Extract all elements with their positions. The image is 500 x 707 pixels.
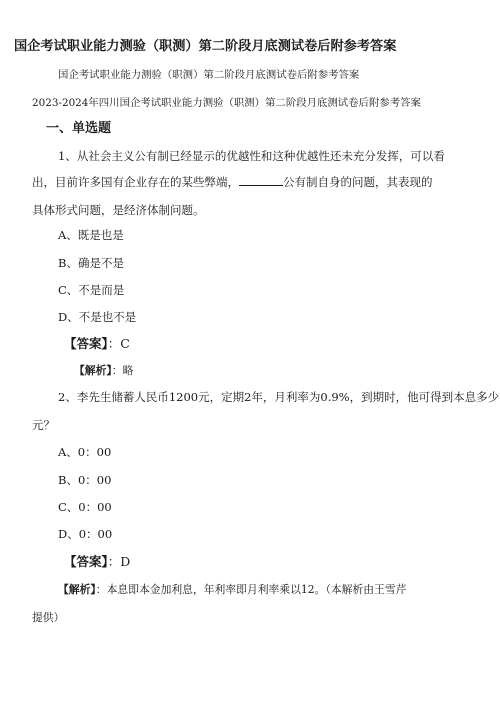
question-2-option-b: B、0：00	[58, 473, 112, 487]
question-1-option-c: C、不是而是	[58, 283, 125, 297]
question-1-answer	[64, 337, 130, 351]
question-1-option-b: B、确是不是	[58, 256, 124, 270]
question-2-line-1: 2、李先生储蓄人民币1200元，定期2年，月利率为0.9%，到期时，他可得到本息多少	[58, 390, 500, 404]
analysis-label: 【解析】	[74, 364, 112, 377]
answer-value: ：C	[107, 336, 130, 351]
question-1-line-3: 具体形式问题，是经济体制问题。	[32, 203, 205, 217]
document-title: 国企考试职业能力测验（职测）第二阶段月底测试卷后附参考答案	[14, 39, 397, 54]
question-1-line-1: 1、从社会主义公有制已经显示的优越性和这种优越性还未充分发挥，可以看	[58, 149, 445, 163]
analysis-text: ：本息即本金加利息，年利率即月利率乘以12。（本解析由王雪芹	[95, 583, 407, 596]
question-2-answer	[64, 555, 130, 569]
question-1-line-2	[32, 175, 433, 189]
question-1-option-a: A、既是也是	[58, 228, 124, 242]
question-2-option-a: A、0：00	[58, 445, 112, 459]
answer-label: 【答案】	[64, 554, 108, 569]
analysis-label: 【解析】	[58, 583, 96, 596]
document-subtitle: 国企考试职业能力测验（职测）第二阶段月底测试卷后附参考答案	[58, 69, 360, 81]
answer-value: ：D	[107, 554, 131, 569]
question-1-analysis	[74, 364, 133, 378]
question-2-option-c: C、0：00	[58, 500, 112, 514]
question-2-analysis-continued: 提供）	[32, 611, 65, 624]
document-subtitle-year: 2023-2024年四川国企考试职业能力测验（职测）第二阶段月底测试卷后附参考答案	[32, 97, 421, 109]
answer-label: 【答案】	[64, 336, 108, 351]
section-heading: 一、单选题	[46, 121, 112, 136]
fill-in-blank	[239, 175, 283, 186]
question-2-option-d: D、0：00	[58, 527, 113, 541]
analysis-text: ：略	[111, 364, 134, 377]
question-2-analysis	[58, 583, 406, 597]
question-1-option-d: D、不是也不是	[58, 310, 137, 324]
question-1-line-2-end: 公有制自身的问题，其表现的	[283, 175, 433, 189]
question-2-line-2: 元？	[32, 418, 55, 432]
question-1-line-2-start: 出，目前许多国有企业存在的某些弊端，	[32, 175, 239, 189]
